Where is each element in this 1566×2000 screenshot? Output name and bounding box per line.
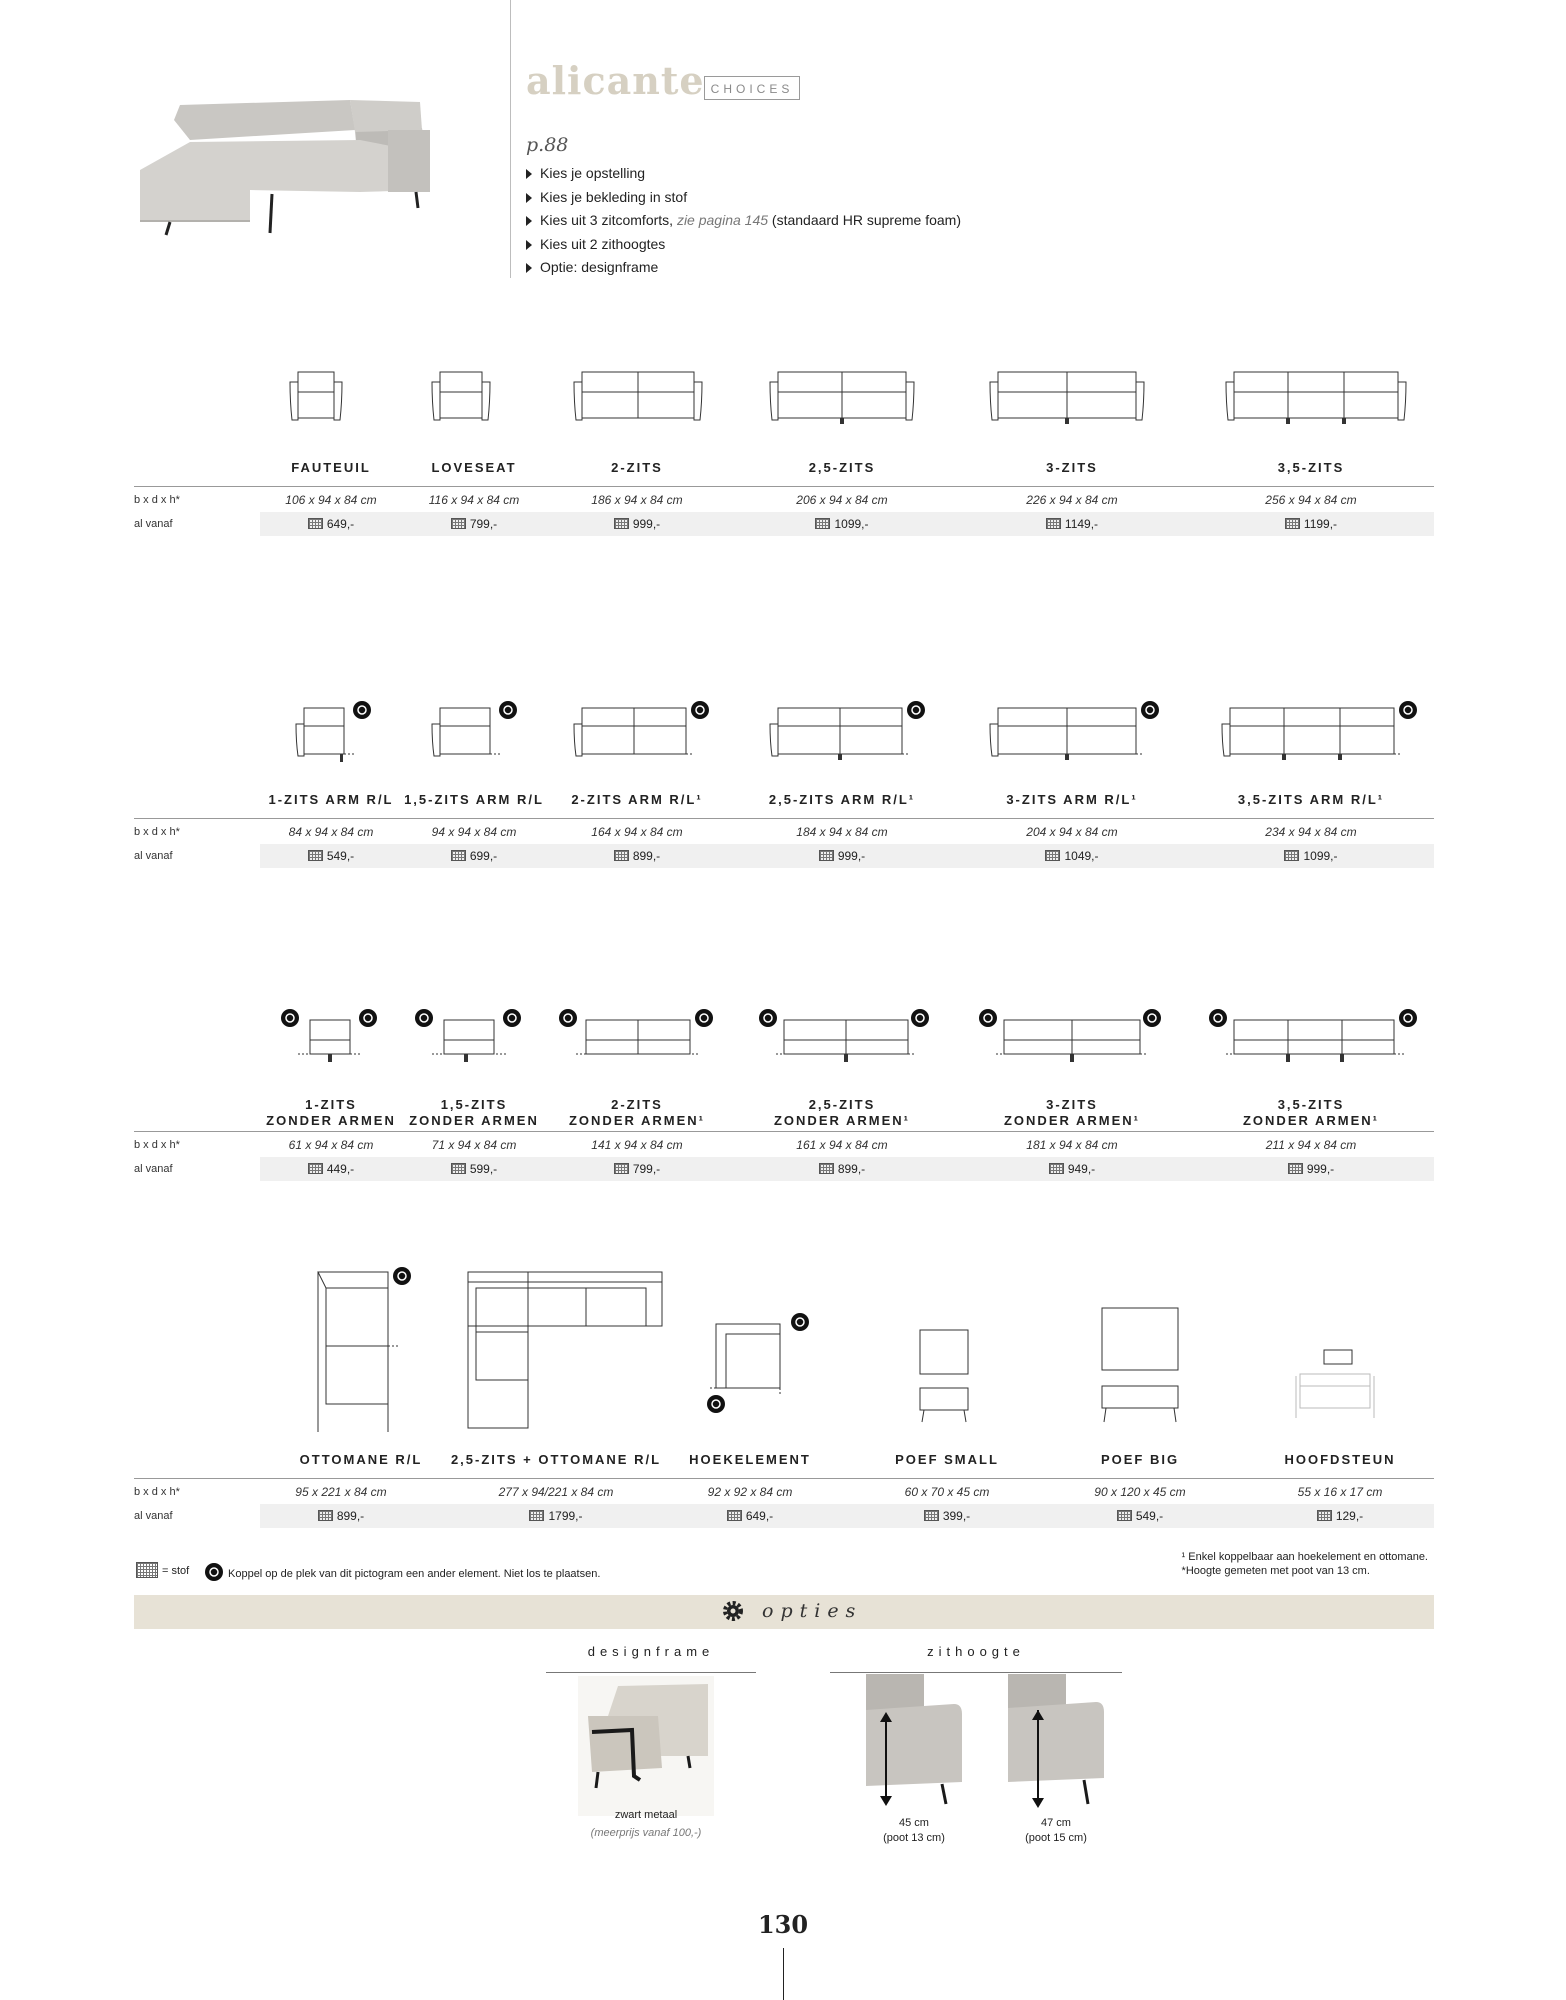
1-5-zits-armless-pictogram (412, 1006, 524, 1081)
item-dims: 84 x 94 x 84 cm (288, 825, 374, 839)
item-dims: 161 x 94 x 84 cm (796, 1138, 888, 1152)
fabric-grid-icon (308, 518, 323, 529)
item-name: 3,5-ZITS ZONDER ARMEN¹ (1242, 1097, 1379, 1128)
designframe-caption: zwart metaal (meerprijs vanaf 100,-) (590, 1809, 702, 1839)
fabric-grid-icon (815, 518, 830, 529)
2-5-zits-arm-pictogram (766, 700, 926, 775)
item-price: 1049,- (977, 844, 1167, 868)
zithoogte-title: zithoogte (927, 1644, 1025, 1659)
dims-row-label: b x d x h* (134, 1139, 180, 1151)
item-dims: 181 x 94 x 84 cm (1026, 1138, 1118, 1152)
2-5-zits-ottomane-pictogram (464, 1268, 668, 1437)
zithoogte-rule (830, 1672, 1122, 1673)
fabric-grid-icon (451, 1163, 466, 1174)
3-5-zits-armless-pictogram (1206, 1006, 1420, 1081)
item-name: 2,5-ZITS ARM R/L¹ (768, 792, 916, 807)
item-price: 899,- (747, 1157, 937, 1181)
item-dims: 226 x 94 x 84 cm (1026, 493, 1118, 507)
item-dims: 206 x 94 x 84 cm (796, 493, 888, 507)
footnotes: ¹ Enkel koppelbaar aan hoekelement en ottomane. *Hoogte gemeten met poot van 13 cm. (1181, 1551, 1428, 1577)
1-5-zits-arm-pictogram (422, 700, 522, 775)
item-dims: 61 x 94 x 84 cm (288, 1138, 374, 1152)
item-name: 2-ZITS ARM R/L¹ (571, 792, 703, 807)
item-price: 449,- (256, 1157, 406, 1181)
item-dims: 94 x 94 x 84 cm (431, 825, 517, 839)
2-5-zits-pictogram (766, 368, 918, 435)
fabric-grid-icon (308, 1163, 323, 1174)
dims-row-label: b x d x h* (134, 826, 180, 838)
item-name: 2-ZITS (611, 460, 663, 475)
fabric-grid-icon (727, 1510, 742, 1521)
price-row-label: al vanaf (134, 1510, 173, 1522)
page-reference: p.88 (526, 134, 569, 156)
designframe-title: designframe (587, 1644, 715, 1659)
item-dims: 106 x 94 x 84 cm (285, 493, 377, 507)
3-5-zits-pictogram (1222, 368, 1410, 435)
feature-list (526, 162, 961, 280)
arrow-bullet-icon (526, 216, 532, 226)
fabric-grid-icon (1285, 518, 1300, 529)
zithoogte-47-caption: 47 cm (poot 15 cm) (1025, 1817, 1087, 1844)
arrow-bullet-icon (526, 169, 532, 179)
item-price: 1099,- (747, 512, 937, 536)
loveseat-pictogram (428, 368, 494, 435)
fabric-grid-icon (1049, 1163, 1064, 1174)
zithoogte-47-photo (1006, 1674, 1106, 1814)
link-icon (204, 1562, 224, 1582)
item-dims: 204 x 94 x 84 cm (1026, 825, 1118, 839)
item-price: 799,- (542, 1157, 732, 1181)
2-5-zits-armless-pictogram (756, 1006, 932, 1081)
item-dims: 277 x 94/221 x 84 cm (498, 1485, 614, 1499)
item-dims: 141 x 94 x 84 cm (591, 1138, 683, 1152)
arrow-bullet-icon (526, 193, 532, 203)
item-dims: 55 x 16 x 17 cm (1297, 1485, 1383, 1499)
page-number: 130 (757, 1910, 809, 1939)
item-dims: 186 x 94 x 84 cm (591, 493, 683, 507)
item-dims: 256 x 94 x 84 cm (1265, 493, 1357, 507)
collection-title: alicante (526, 58, 705, 103)
hoekelement-pictogram (700, 1310, 810, 1421)
item-price: 1099,- (1216, 844, 1406, 868)
fabric-grid-icon (1288, 1163, 1303, 1174)
arrow-bullet-icon (526, 240, 532, 250)
item-price: 949,- (977, 1157, 1167, 1181)
price-row-label: al vanaf (134, 518, 173, 530)
item-price: 399,- (867, 1504, 1027, 1528)
item-name: HOEKELEMENT (689, 1452, 811, 1467)
section-rule (134, 1478, 1434, 1479)
fabric-grid-icon (308, 850, 323, 861)
item-dims: 116 x 94 x 84 cm (428, 493, 520, 507)
feature-item: Kies uit 2 zithoogtes (526, 233, 961, 257)
item-name: 2,5-ZITS ZONDER ARMEN¹ (773, 1097, 910, 1128)
item-price: 549,- (256, 844, 406, 868)
zithoogte-45-photo (864, 1674, 964, 1814)
fabric-grid-icon (614, 518, 629, 529)
fabric-grid-icon (136, 1562, 158, 1578)
item-name: POEF BIG (1100, 1452, 1180, 1467)
item-name: OTTOMANE R/L (299, 1452, 423, 1467)
item-price: 899,- (542, 844, 732, 868)
fabric-grid-icon (451, 850, 466, 861)
page-link-text[interactable]: zie pagina 145 (676, 212, 769, 228)
item-price: 549,- (1060, 1504, 1220, 1528)
fabric-grid-icon (529, 1510, 544, 1521)
page-number-rule (783, 1948, 784, 2000)
item-price: 999,- (747, 844, 937, 868)
ottomane-pictogram (312, 1262, 416, 1437)
1-zits-armless-pictogram (278, 1006, 382, 1081)
item-dims: 60 x 70 x 45 cm (904, 1485, 990, 1499)
hoofdsteun-pictogram (1290, 1346, 1380, 1431)
gear-icon (720, 1598, 746, 1624)
dims-row-label: b x d x h* (134, 1486, 180, 1498)
item-dims: 184 x 94 x 84 cm (796, 825, 888, 839)
fabric-grid-icon (614, 1163, 629, 1174)
3-zits-arm-pictogram (986, 700, 1160, 775)
item-name: 2-ZITS ZONDER ARMEN¹ (568, 1097, 705, 1128)
fabric-grid-icon (1317, 1510, 1332, 1521)
item-name: 2,5-ZITS + OTTOMANE R/L (450, 1452, 662, 1467)
legend-link: Koppel op de plek van dit pictogram een ander element. Niet los te plaatsen. (204, 1562, 600, 1582)
poef-big-pictogram (1092, 1304, 1188, 1431)
dims-row-label: b x d x h* (134, 494, 180, 506)
item-name: 1,5-ZITS ZONDER ARMEN (409, 1097, 539, 1128)
2-zits-pictogram (570, 368, 706, 435)
fabric-grid-icon (1284, 850, 1299, 861)
3-zits-pictogram (986, 368, 1148, 435)
item-price: 649,- (665, 1504, 835, 1528)
3-zits-armless-pictogram (976, 1006, 1164, 1081)
item-price: 999,- (1216, 1157, 1406, 1181)
item-name: 1,5-ZITS ARM R/L (404, 792, 544, 807)
choices-badge: CHOICES (704, 76, 800, 100)
item-dims: 90 x 120 x 45 cm (1094, 1485, 1186, 1499)
fabric-grid-icon (1117, 1510, 1132, 1521)
item-price: 129,- (1255, 1504, 1425, 1528)
item-name: POEF SMALL (895, 1452, 999, 1467)
fabric-grid-icon (1045, 850, 1060, 861)
1-zits-arm-pictogram (286, 700, 378, 775)
fauteuil-pictogram (286, 368, 346, 435)
poef-small-pictogram (912, 1326, 972, 1431)
item-dims: 234 x 94 x 84 cm (1265, 825, 1357, 839)
feature-item: Kies uit 3 zitcomforts, zie pagina 145 (standaard HR supreme foam) (526, 209, 961, 233)
item-price: 1149,- (977, 512, 1167, 536)
item-name: 3-ZITS ARM R/L¹ (1006, 792, 1138, 807)
item-name: LOVESEAT (431, 460, 517, 475)
fabric-grid-icon (614, 850, 629, 861)
item-price: 649,- (256, 512, 406, 536)
zithoogte-45-caption: 45 cm (poot 13 cm) (883, 1817, 945, 1844)
price-row-label: al vanaf (134, 1163, 173, 1175)
feature-item: Kies je bekleding in stof (526, 186, 961, 210)
item-price: 1799,- (446, 1504, 666, 1528)
3-5-zits-arm-pictogram (1218, 700, 1418, 775)
legend-stof: = stof (136, 1562, 189, 1578)
item-dims: 164 x 94 x 84 cm (591, 825, 683, 839)
options-title: opties (762, 1600, 863, 1622)
feature-item: Kies je opstelling (526, 162, 961, 186)
fabric-grid-icon (451, 518, 466, 529)
item-name: 3-ZITS ZONDER ARMEN¹ (1003, 1097, 1140, 1128)
item-name: 1-ZITS ZONDER ARMEN (266, 1097, 396, 1128)
arrow-bullet-icon (526, 263, 532, 273)
item-name: HOOFDSTEUN (1284, 1452, 1396, 1467)
item-dims: 92 x 92 x 84 cm (707, 1485, 793, 1499)
item-price: 599,- (399, 1157, 549, 1181)
hero-sofa-image (130, 90, 460, 240)
designframe-rule (546, 1672, 756, 1673)
item-dims: 211 x 94 x 84 cm (1265, 1138, 1357, 1152)
header-divider (510, 0, 511, 278)
item-name: 3,5-ZITS ARM R/L¹ (1237, 792, 1385, 807)
designframe-photo (578, 1676, 714, 1816)
fabric-grid-icon (1046, 518, 1061, 529)
item-name: 1-ZITS ARM R/L (268, 792, 394, 807)
item-dims: 71 x 94 x 84 cm (431, 1138, 517, 1152)
feature-item: Optie: designframe (526, 256, 961, 280)
section-rule (134, 1131, 1434, 1132)
item-dims: 95 x 221 x 84 cm (295, 1485, 387, 1499)
fabric-grid-icon (924, 1510, 939, 1521)
item-name: 3-ZITS (1046, 460, 1098, 475)
item-name: 2,5-ZITS (808, 460, 876, 475)
item-price: 799,- (399, 512, 549, 536)
section-rule (134, 486, 1434, 487)
price-row-label: al vanaf (134, 850, 173, 862)
2-zits-arm-pictogram (570, 700, 710, 775)
fabric-grid-icon (318, 1510, 333, 1521)
fabric-grid-icon (819, 1163, 834, 1174)
item-price: 899,- (266, 1504, 416, 1528)
section-rule (134, 818, 1434, 819)
item-name: 3,5-ZITS (1277, 460, 1345, 475)
fabric-grid-icon (819, 850, 834, 861)
2-zits-armless-pictogram (556, 1006, 716, 1081)
item-price: 999,- (542, 512, 732, 536)
item-price: 699,- (399, 844, 549, 868)
item-price: 1199,- (1216, 512, 1406, 536)
item-name: FAUTEUIL (291, 460, 371, 475)
